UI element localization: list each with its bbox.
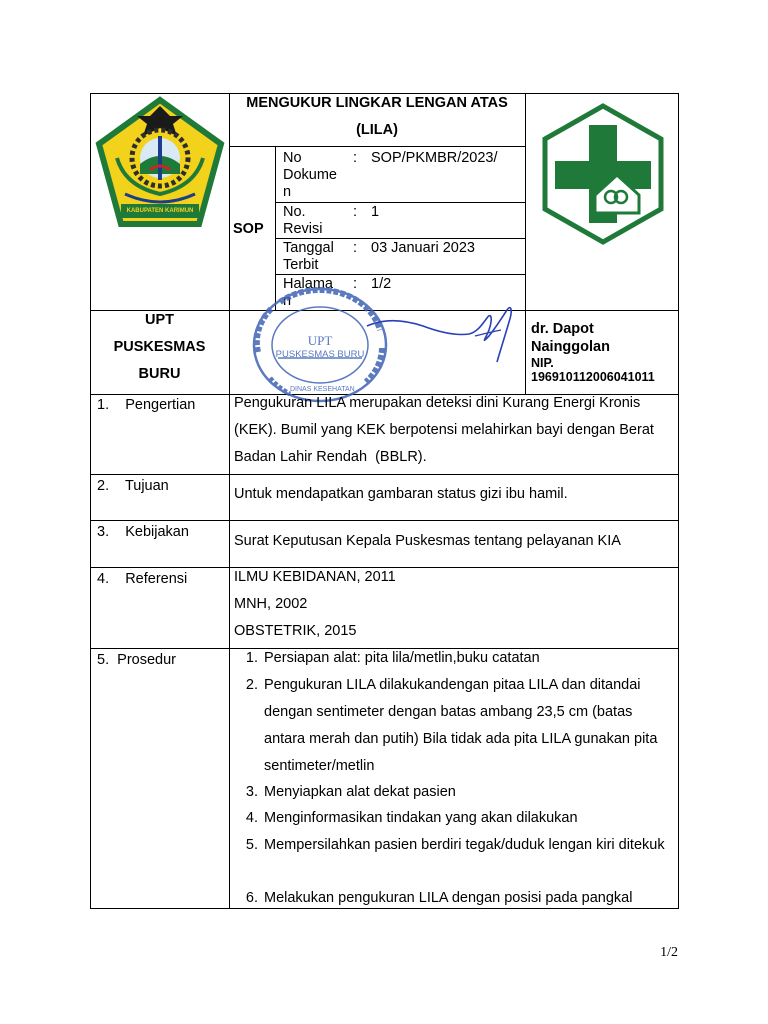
stamp-center-puskesmas: PUSKESMAS BURU <box>275 349 365 360</box>
section-label-tujuan: 2. Tujuan <box>97 478 169 494</box>
section-label-referensi: 4. Referensi <box>97 571 188 587</box>
field-value: SOP/PKMBR/2023/ <box>371 150 498 166</box>
org-name-line2: PUSKESMAS <box>113 339 206 355</box>
page-number: 1/2 <box>660 945 678 960</box>
org-name-line3: BURU <box>138 366 181 382</box>
field-value: 1/2 <box>371 276 392 292</box>
stamp-bottom-text: DINAS KESEHATAN <box>290 386 355 393</box>
puskesmas-logo <box>535 103 671 245</box>
signatory-name-line2: Nainggolan <box>531 339 610 355</box>
section-label-pengertian: 1. Pengertian <box>97 397 196 413</box>
section-text-kebijakan: Surat Keputusan Kepala Puskesmas tentang pelayanan KIA <box>234 533 621 549</box>
kabupaten-karimun-logo <box>95 96 225 236</box>
signature <box>365 296 523 366</box>
document-title-line2: (LILA) <box>356 122 398 138</box>
section-text-referensi-1: ILMU KEBIDANAN, 2011 <box>234 569 396 585</box>
stamp-center-upt: UPT <box>307 333 333 348</box>
field-value: 1 <box>371 204 380 220</box>
section-label-prosedur: 5. Prosedur <box>97 652 176 668</box>
field-value: 03 Januari 2023 <box>371 240 475 256</box>
section-text-pengertian-1: Pengukuran LILA merupakan deteksi dini Kurang Energi Kronis <box>234 395 641 411</box>
signatory-nip-value: 196910112006041011 <box>531 370 655 384</box>
section-text-tujuan: Untuk mendapatkan gambaran status gizi ibu hamil. <box>234 486 568 502</box>
section-label-kebijakan: 3. Kebijakan <box>97 524 189 540</box>
org-name-line1: UPT <box>145 312 174 328</box>
document-title-line1: MENGUKUR LINGKAR LENGAN ATAS <box>246 95 508 111</box>
section-text-pengertian-2: (KEK). Bumil yang KEK berpotensi melahirkan bayi dengan Berat <box>234 422 654 438</box>
signatory-nip-label: NIP. <box>531 356 554 370</box>
sop-label: SOP <box>233 221 264 237</box>
logo-caption: KABUPATEN KARIMUN <box>126 208 194 214</box>
signatory-name-line1: dr. Dapot <box>531 321 594 337</box>
section-text-referensi-2: MNH, 2002 <box>234 596 308 612</box>
section-text-referensi-3: OBSTETRIK, 2015 <box>234 623 357 639</box>
section-text-pengertian-3: Badan Lahir Rendah (BBLR). <box>234 449 427 465</box>
